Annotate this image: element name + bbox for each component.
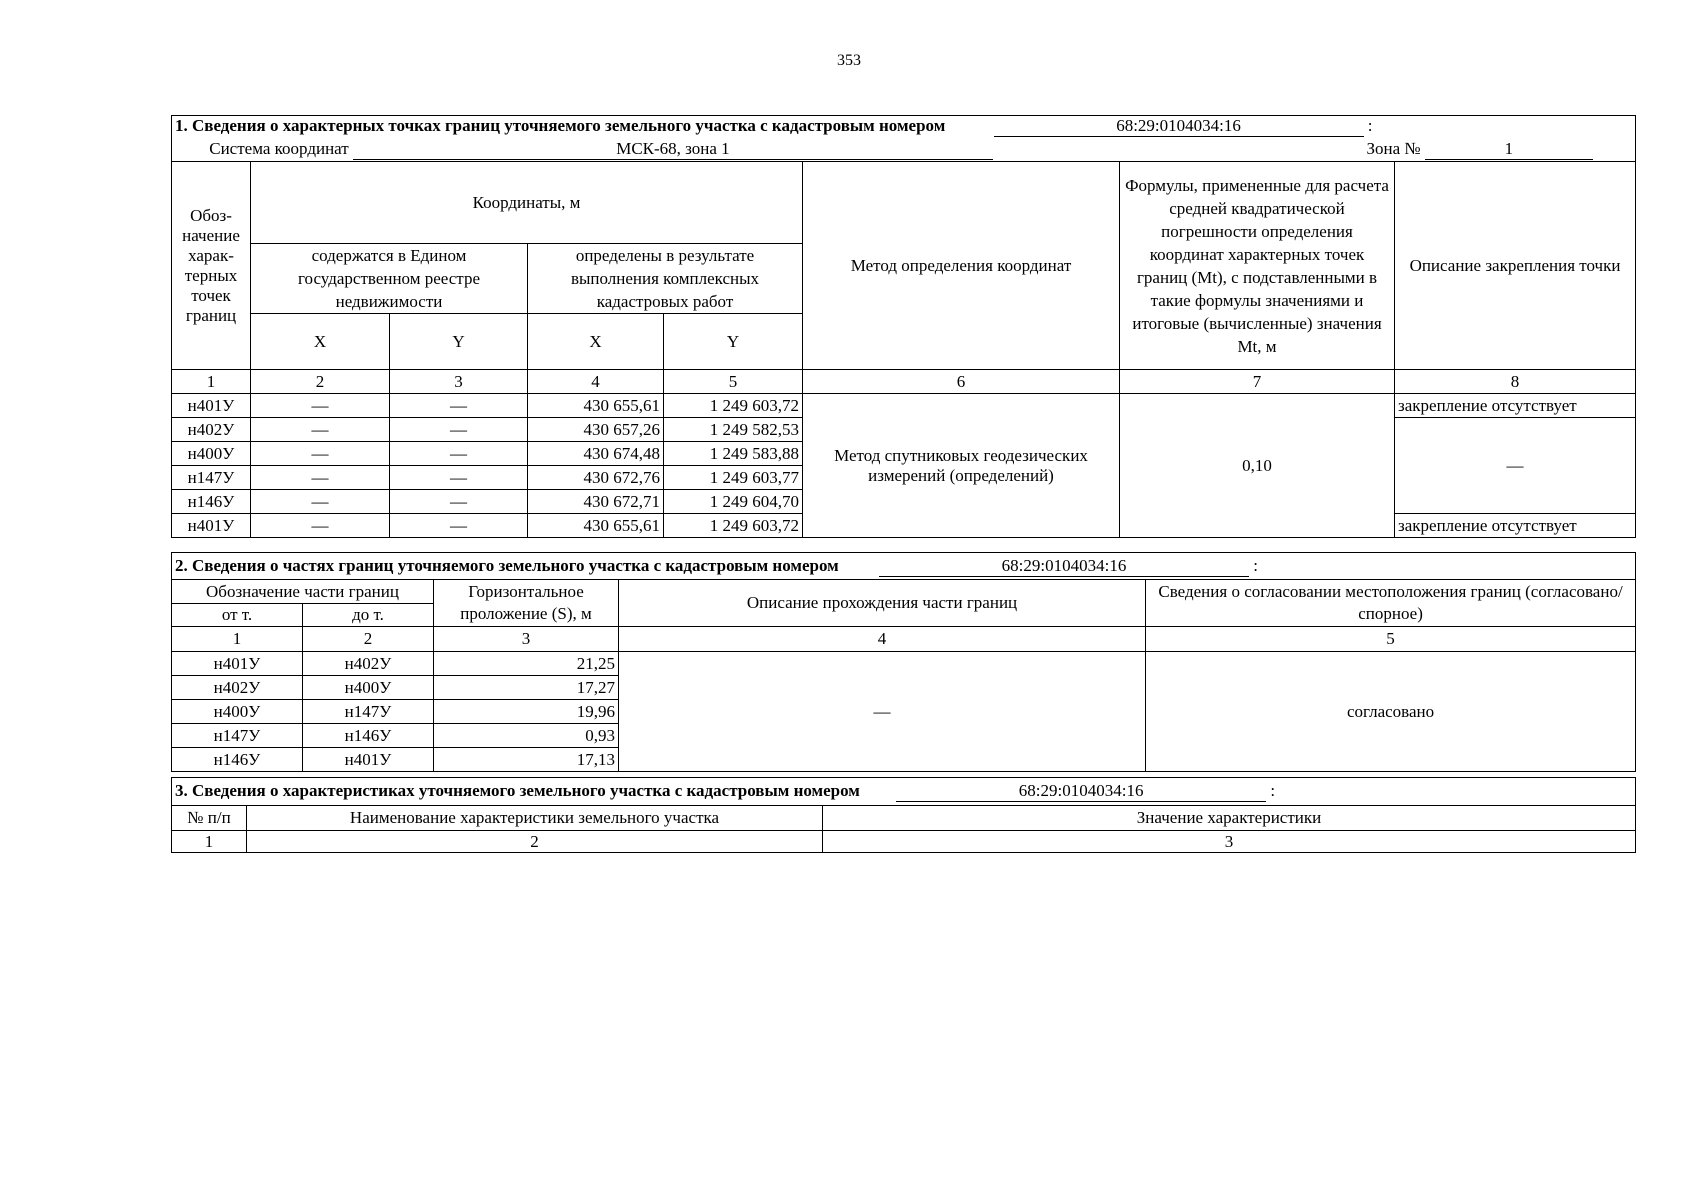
s-value: 17,13 bbox=[434, 748, 619, 772]
col-number: 7 bbox=[1120, 370, 1395, 394]
y-value: 1 249 603,77 bbox=[664, 466, 803, 490]
header-formulas: Формулы, примененные для расчета средней квадратической погрешности определения координат характерных точек границ (Mt), с подставленными в такие формулы значениями и итоговые (вычисленные) значения Mt, м bbox=[1120, 162, 1395, 370]
col-number: 3 bbox=[434, 627, 619, 652]
section3-title-row bbox=[172, 778, 1636, 806]
y-egrn: — bbox=[390, 442, 528, 466]
header-egrn: содержатся в Едином государственном реестре недвижимости bbox=[251, 244, 528, 314]
header-coordinates: Координаты, м bbox=[251, 162, 803, 244]
header-complex: определены в результате выполнения комплексных кадастровых работ bbox=[528, 244, 803, 314]
point-name: н400У bbox=[172, 442, 251, 466]
header-y: Y bbox=[664, 314, 803, 370]
x-egrn: — bbox=[251, 442, 390, 466]
x-value: 430 655,61 bbox=[528, 394, 664, 418]
section1-table bbox=[171, 115, 1636, 538]
header-designation: Обоз- начение харак- терных точек границ bbox=[172, 162, 251, 370]
point-name: н401У bbox=[172, 514, 251, 538]
description-value: — bbox=[619, 652, 1146, 772]
fixing-first: закрепление отсутствует bbox=[1395, 394, 1636, 418]
x-value: 430 672,76 bbox=[528, 466, 664, 490]
zone-value: 1 bbox=[1425, 139, 1593, 160]
to-point: н401У bbox=[303, 748, 434, 772]
to-point: н400У bbox=[303, 676, 434, 700]
x-egrn: — bbox=[251, 514, 390, 538]
to-point: н147У bbox=[303, 700, 434, 724]
col-number: 1 bbox=[172, 831, 247, 853]
mt-value: 0,10 bbox=[1120, 394, 1395, 538]
header-num: № п/п bbox=[172, 806, 247, 831]
section2-title-row bbox=[172, 553, 1636, 580]
col-number-row bbox=[172, 370, 1636, 394]
section3-colon: : bbox=[1270, 781, 1276, 800]
col-number: 8 bbox=[1395, 370, 1636, 394]
coord-system-value: МСК-68, зона 1 bbox=[353, 139, 993, 160]
to-point: н402У bbox=[303, 652, 434, 676]
header-fixing: Описание закрепления точки bbox=[1395, 162, 1636, 370]
page-number: 353 bbox=[837, 52, 861, 69]
x-egrn: — bbox=[251, 490, 390, 514]
y-value: 1 249 582,53 bbox=[664, 418, 803, 442]
agreement-value: согласовано bbox=[1146, 652, 1636, 772]
x-egrn: — bbox=[251, 466, 390, 490]
point-name: н401У bbox=[172, 394, 251, 418]
col-number: 6 bbox=[803, 370, 1120, 394]
method-value: Метод спутниковых геодезических измерений (определений) bbox=[803, 394, 1120, 538]
col-number-row bbox=[172, 831, 1636, 853]
from-point: н401У bbox=[172, 652, 303, 676]
from-point: н147У bbox=[172, 724, 303, 748]
section2-cadastral-number: 68:29:0104034:16 bbox=[879, 556, 1249, 577]
col-number: 3 bbox=[390, 370, 528, 394]
y-value: 1 249 603,72 bbox=[664, 394, 803, 418]
section1-title-row bbox=[172, 116, 1636, 138]
from-point: н402У bbox=[172, 676, 303, 700]
col-number: 2 bbox=[251, 370, 390, 394]
col-number: 2 bbox=[247, 831, 823, 853]
header-description: Описание прохождения части границ bbox=[619, 580, 1146, 627]
x-value: 430 655,61 bbox=[528, 514, 664, 538]
coord-system-row bbox=[172, 138, 1636, 162]
header-part-designation: Обозначение части границ bbox=[172, 580, 434, 604]
col-number: 3 bbox=[823, 831, 1636, 853]
from-point: н400У bbox=[172, 700, 303, 724]
col-number: 2 bbox=[303, 627, 434, 652]
zone-label: Зона № bbox=[1366, 138, 1421, 158]
coord-system-label: Система координат bbox=[209, 138, 349, 158]
x-value: 430 674,48 bbox=[528, 442, 664, 466]
col-number: 5 bbox=[664, 370, 803, 394]
fixing-middle: — bbox=[1395, 418, 1636, 514]
s-value: 19,96 bbox=[434, 700, 619, 724]
y-value: 1 249 604,70 bbox=[664, 490, 803, 514]
header-to: до т. bbox=[303, 604, 434, 627]
x-value: 430 672,71 bbox=[528, 490, 664, 514]
section1-colon: : bbox=[1367, 116, 1373, 136]
col-number: 5 bbox=[1146, 627, 1636, 652]
section1-cadastral-number: 68:29:0104034:16 bbox=[994, 116, 1364, 137]
y-egrn: — bbox=[390, 466, 528, 490]
header-from: от т. bbox=[172, 604, 303, 627]
y-egrn: — bbox=[390, 418, 528, 442]
y-egrn: — bbox=[390, 490, 528, 514]
table-row bbox=[172, 394, 1636, 418]
section1-title: 1. Сведения о характерных точках границ уточняемого земельного участка с кадастровым номером bbox=[175, 116, 946, 136]
header-agreement: Сведения о согласовании местоположения границ (согласовано/спорное) bbox=[1146, 580, 1636, 627]
col-number: 1 bbox=[172, 627, 303, 652]
section2-title: 2. Сведения о частях границ уточняемого земельного участка с кадастровым номером bbox=[175, 555, 839, 575]
header-value: Значение характеристики bbox=[823, 806, 1636, 831]
header-horizontal: Горизонтальное проложение (S), м bbox=[434, 580, 619, 627]
y-value: 1 249 603,72 bbox=[664, 514, 803, 538]
point-name: н146У bbox=[172, 490, 251, 514]
to-point: н146У bbox=[303, 724, 434, 748]
header-x-egrn: X bbox=[251, 314, 390, 370]
header-y-egrn: Y bbox=[390, 314, 528, 370]
x-value: 430 657,26 bbox=[528, 418, 664, 442]
header-method: Метод определения координат bbox=[803, 162, 1120, 370]
col-number: 1 bbox=[172, 370, 251, 394]
y-egrn: — bbox=[390, 394, 528, 418]
point-name: н402У bbox=[172, 418, 251, 442]
section2-colon: : bbox=[1253, 555, 1258, 575]
y-egrn: — bbox=[390, 514, 528, 538]
x-egrn: — bbox=[251, 394, 390, 418]
s-value: 0,93 bbox=[434, 724, 619, 748]
col-number: 4 bbox=[619, 627, 1146, 652]
header-name: Наименование характеристики земельного участка bbox=[247, 806, 823, 831]
point-name: н147У bbox=[172, 466, 251, 490]
header-x: X bbox=[528, 314, 664, 370]
table-row bbox=[172, 652, 1636, 676]
s-value: 21,25 bbox=[434, 652, 619, 676]
section3-table bbox=[171, 777, 1636, 853]
x-egrn: — bbox=[251, 418, 390, 442]
section3-cadastral-number: 68:29:0104034:16 bbox=[896, 781, 1266, 802]
s-value: 17,27 bbox=[434, 676, 619, 700]
y-value: 1 249 583,88 bbox=[664, 442, 803, 466]
section3-title: 3. Сведения о характеристиках уточняемого земельного участка с кадастровым номером bbox=[175, 781, 860, 800]
from-point: н146У bbox=[172, 748, 303, 772]
section2-table bbox=[171, 552, 1636, 772]
col-number: 4 bbox=[528, 370, 664, 394]
col-number-row bbox=[172, 627, 1636, 652]
fixing-last: закрепление отсутствует bbox=[1395, 514, 1636, 538]
